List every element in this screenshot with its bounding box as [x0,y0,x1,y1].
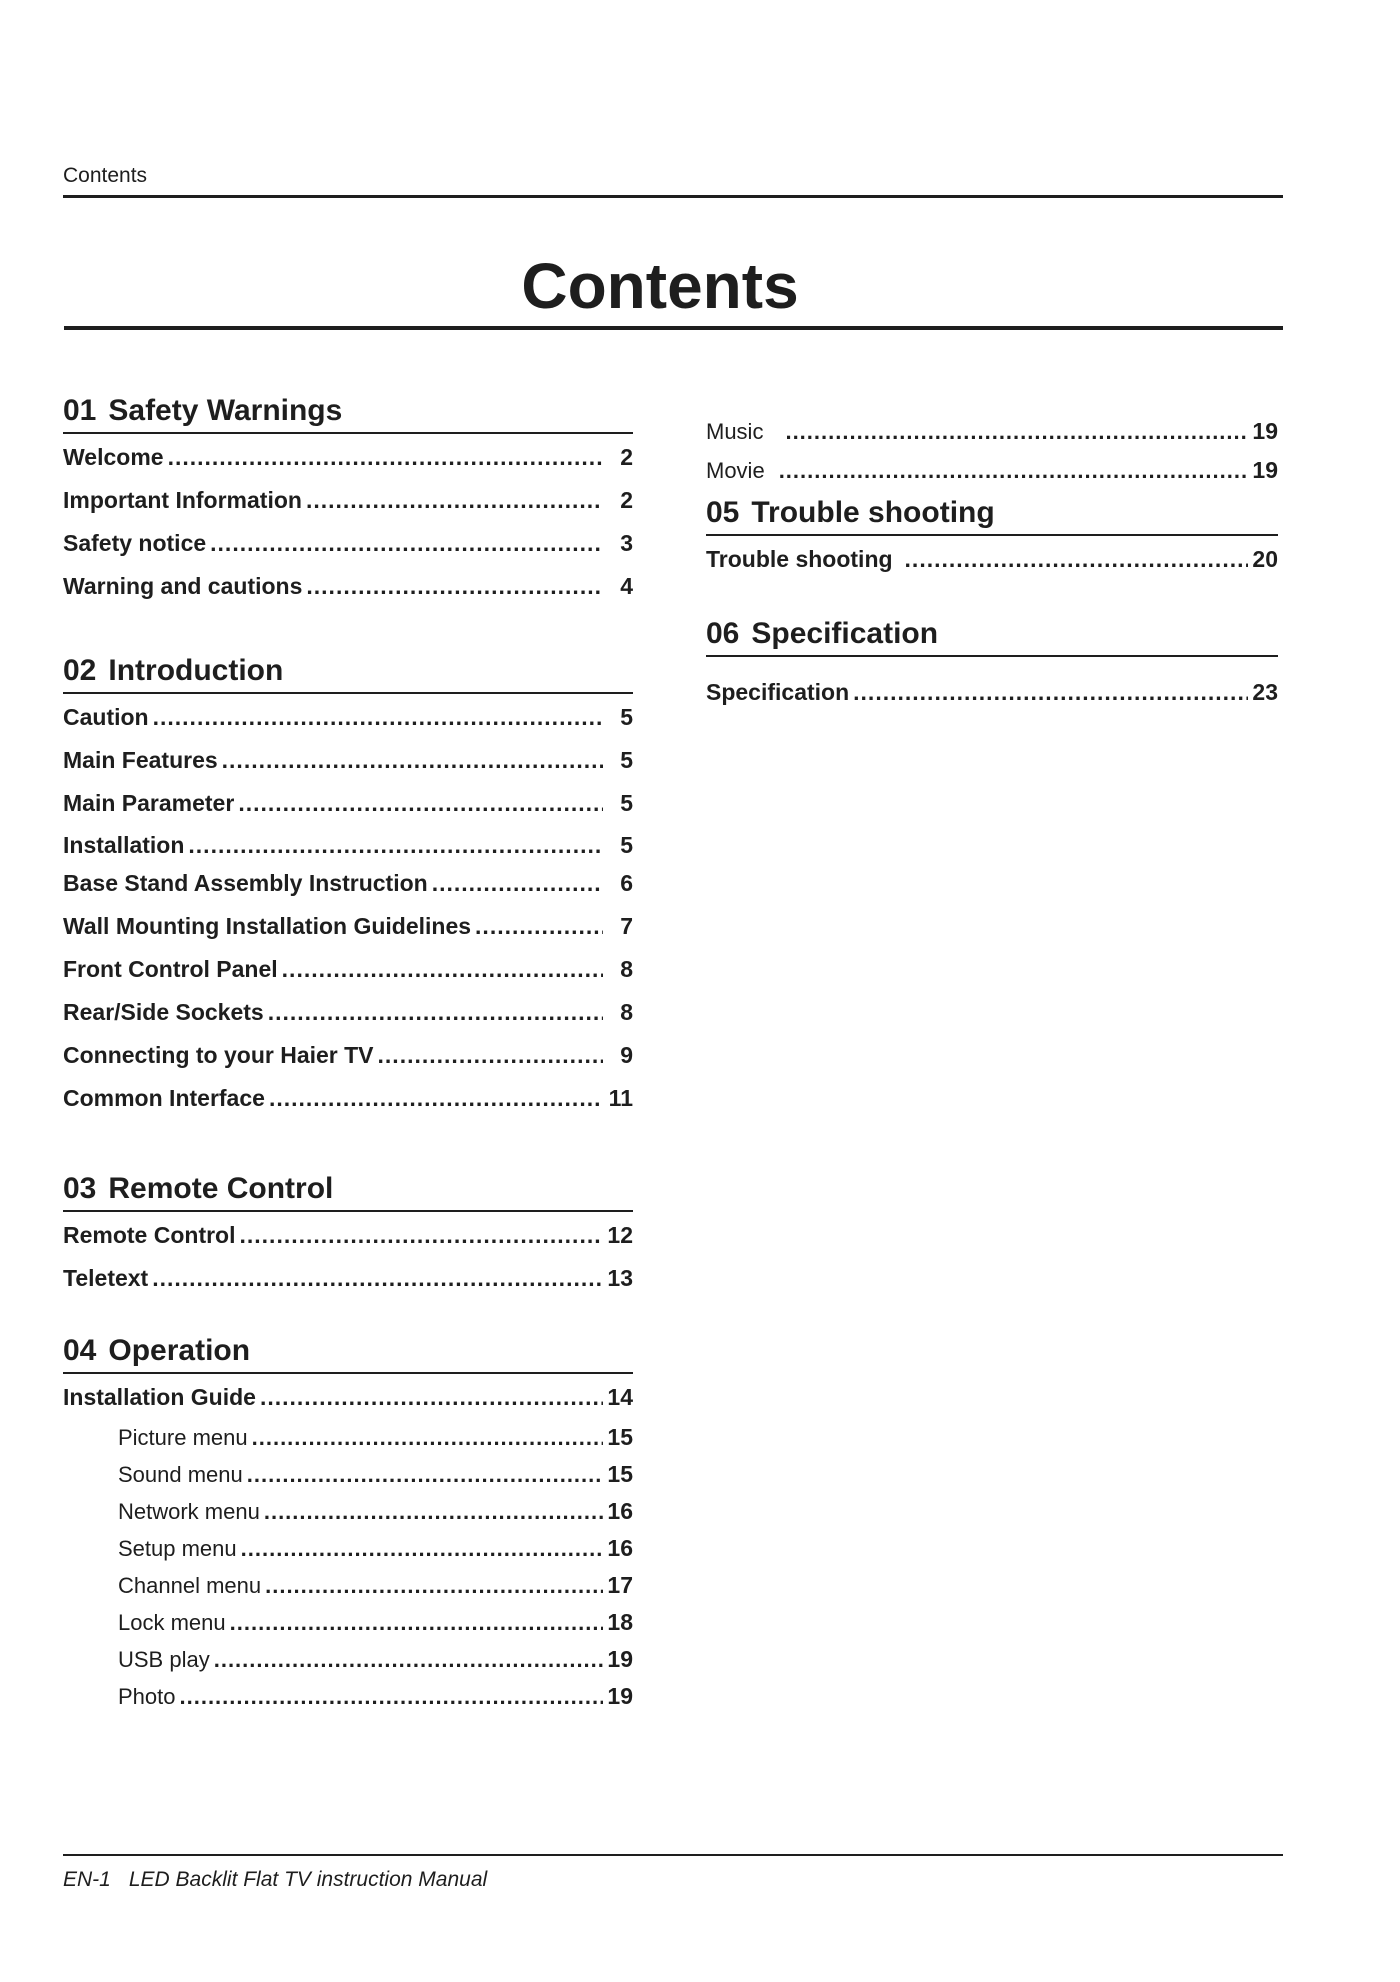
toc-entry-page: 15 [607,1461,633,1487]
toc-subentry-picture-menu[interactable] [63,1419,633,1456]
toc-entry-label: Sound menu [118,1462,243,1487]
toc-entry-label: Warning and cautions [63,573,303,599]
toc-entry-page: 5 [620,704,633,730]
toc-entry-remote-control[interactable] [63,1214,633,1257]
toc-entry-page: 2 [620,444,633,470]
dot-leader [306,479,603,522]
dot-leader [188,825,603,865]
toc-entry-page: 23 [1252,679,1278,705]
toc-entry-page: 11 [608,1085,633,1111]
toc-entry-trouble-shooting[interactable] [706,538,1278,581]
toc-subentry-lock-menu[interactable] [63,1604,633,1641]
section-title: Introduction [108,654,284,687]
toc-subentry-music[interactable] [706,412,1278,451]
toc-entry-page: 7 [620,913,633,939]
section-title: Remote Control [108,1172,334,1205]
toc-entry-label: Specification [706,679,850,705]
toc-entry-page: 5 [620,790,633,816]
section-number: 05 [706,496,740,529]
dot-leader [238,782,603,825]
toc-entry-page: 15 [607,1424,633,1450]
toc-entry-label: Connecting to your Haier TV [63,1042,374,1068]
toc-entry-safety-notice[interactable] [63,522,633,565]
dot-leader [214,1641,603,1678]
toc-entry-label: Teletext [63,1265,149,1291]
toc-entry-page: 3 [620,530,633,556]
toc-entry-label: Installation Guide [63,1384,256,1410]
toc-entry-warning-and-cautions[interactable] [63,565,633,608]
dot-leader [282,948,603,991]
toc-entry-caution[interactable] [63,696,633,739]
dot-leader [247,1456,603,1493]
section-number: 02 [63,654,97,687]
toc-entry-label: Picture menu [118,1425,248,1450]
toc-entry-page: 19 [607,1646,633,1672]
section-title: Specification [751,617,939,650]
toc-entry-page: 20 [1252,546,1278,572]
dot-leader [779,451,1248,490]
toc-entry-page: 19 [1252,418,1278,444]
toc-entry-label: Rear/Side Sockets [63,999,264,1025]
page-title: Contents [521,250,799,322]
toc-entry-common-interface[interactable] [63,1077,633,1120]
toc-entry-label: Main Features [63,747,218,773]
toc-entry-page: 19 [607,1683,633,1709]
toc-entry-welcome[interactable] [63,436,633,479]
toc-entry-wall-mounting[interactable] [63,905,633,948]
header-rule [63,195,1283,198]
toc-subentry-channel-menu[interactable] [63,1567,633,1604]
dot-leader [378,1034,603,1077]
toc-entry-teletext[interactable] [63,1257,633,1300]
toc-subentry-setup-menu[interactable] [63,1530,633,1567]
toc-entry-page: 8 [620,999,633,1025]
toc-entry-label: Front Control Panel [63,956,278,982]
section-number: 03 [63,1172,97,1205]
toc-entry-label: Welcome [63,444,164,470]
toc-right-column [706,412,1278,714]
toc-subentry-network-menu[interactable] [63,1493,633,1530]
dot-leader [241,1530,603,1567]
dot-leader [252,1419,603,1456]
footer-rule [63,1854,1283,1856]
toc-subentry-photo[interactable] [63,1678,633,1715]
toc-entry-label: Common Interface [63,1085,265,1111]
dot-leader [230,1604,603,1641]
footer-page-id: EN-1 [63,1868,111,1891]
section-title: Trouble shooting [751,496,995,529]
section-number: 01 [63,394,97,427]
toc-entry-specification[interactable] [706,671,1278,714]
toc-entry-label: USB play [118,1647,210,1672]
toc-entry-label: Wall Mounting Installation Guidelines [63,913,472,939]
toc-entry-label: Setup menu [118,1536,237,1561]
toc-entry-front-control-panel[interactable] [63,948,633,991]
dot-leader [260,1376,603,1419]
toc-entry-label: Installation [63,832,185,858]
toc-entry-label: Caution [63,704,149,730]
section-heading-introduction[interactable] [63,652,633,694]
dot-leader [306,565,603,608]
toc-entry-label: Remote Control [63,1222,236,1248]
toc-entry-main-features[interactable] [63,739,633,782]
toc-entry-important-information[interactable] [63,479,633,522]
dot-leader [268,991,603,1034]
toc-entry-label: Safety notice [63,530,207,556]
toc-entry-page: 5 [620,832,633,858]
dot-leader [853,671,1248,714]
dot-leader [240,1214,604,1257]
toc-entry-page: 13 [607,1265,633,1291]
toc-entry-page: 14 [607,1384,633,1410]
dot-leader [152,1257,603,1300]
toc-entry-page: 9 [620,1042,633,1068]
toc-entry-page: 16 [607,1535,633,1561]
dot-leader [153,696,603,739]
dot-leader [432,862,603,905]
toc-entry-label: Photo [118,1684,176,1709]
toc-entry-rear-side-sockets[interactable] [63,991,633,1034]
toc-entry-page: 16 [607,1498,633,1524]
dot-leader [785,412,1248,451]
toc-entry-label: Movie [706,458,765,483]
section-title: Operation [108,1334,251,1367]
toc-entry-page: 17 [607,1572,633,1598]
footer [63,1868,487,1892]
dot-leader [222,739,603,782]
toc-subentry-sound-menu[interactable] [63,1456,633,1493]
toc-entry-page: 19 [1252,457,1278,483]
toc-entry-label: Important Information [63,487,302,513]
toc-entry-label: Music [706,419,764,444]
toc-entry-page: 5 [620,747,633,773]
toc-subentry-movie[interactable] [706,451,1278,490]
dot-leader [265,1567,603,1604]
dot-leader [180,1678,604,1715]
toc-entry-label: Network menu [118,1499,260,1524]
section-heading-operation[interactable] [63,1332,633,1374]
toc-entry-label: Trouble shooting [706,546,893,572]
toc-entry-page: 12 [607,1222,633,1248]
dot-leader [269,1077,603,1120]
toc-entry-label: Main Parameter [63,790,235,816]
dot-leader [475,905,603,948]
section-number: 04 [63,1334,97,1367]
toc-entry-connecting-haier-tv[interactable] [63,1034,633,1077]
toc-entry-label: Lock menu [118,1610,226,1635]
toc-entry-page: 2 [620,487,633,513]
toc-entry-page: 6 [620,870,633,896]
dot-leader [168,436,603,479]
section-heading-trouble-shooting[interactable] [706,494,1278,536]
toc-entry-page: 18 [607,1609,633,1635]
section-number: 06 [706,617,740,650]
toc-subentry-usb-play[interactable] [63,1641,633,1678]
toc-entry-main-parameter[interactable] [63,782,633,825]
running-header: Contents [63,164,148,187]
toc-entry-base-stand-assembly[interactable] [63,862,633,905]
title-rule [64,326,1283,330]
toc-entry-page: 4 [620,573,633,599]
section-heading-specification[interactable] [706,615,1278,657]
toc-entry-installation-guide[interactable] [63,1376,633,1419]
dot-leader [905,538,1248,581]
dot-leader [264,1493,603,1530]
section-title: Safety Warnings [108,394,343,427]
toc-entry-installation[interactable] [63,825,633,862]
section-heading-safety-warnings[interactable] [63,392,633,434]
toc-entry-label: Base Stand Assembly Instruction [63,870,428,896]
section-heading-remote-control[interactable] [63,1170,633,1212]
toc-left-column [63,392,633,1715]
toc-entry-label: Channel menu [118,1573,262,1598]
dot-leader [210,522,603,565]
toc-entry-page: 8 [620,956,633,982]
footer-manual-title: LED Backlit Flat TV instruction Manual [128,1868,488,1891]
